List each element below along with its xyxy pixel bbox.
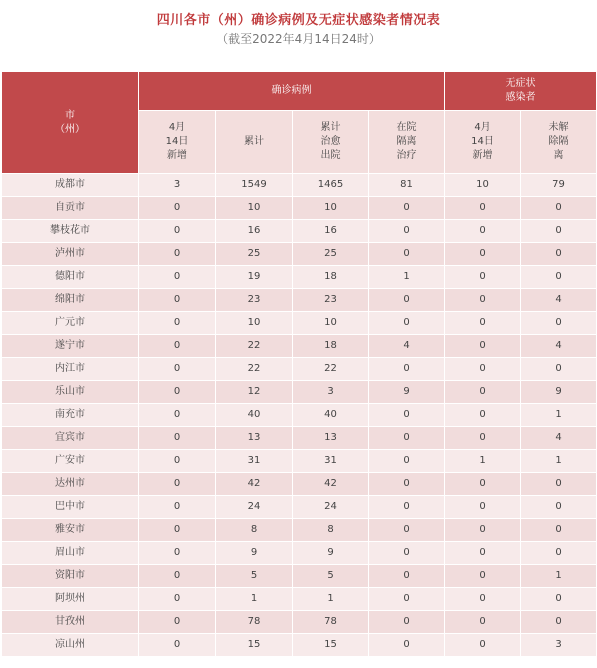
value-cell: 0: [521, 542, 597, 565]
value-cell: 0: [369, 197, 445, 220]
value-cell: 18: [293, 335, 369, 358]
city-cell: 达州市: [2, 473, 139, 496]
value-cell: 0: [139, 358, 216, 381]
value-cell: 1: [521, 565, 597, 588]
value-cell: 40: [216, 404, 293, 427]
value-cell: 24: [293, 496, 369, 519]
value-cell: 0: [369, 243, 445, 266]
city-cell: 广安市: [2, 450, 139, 473]
value-cell: 0: [445, 427, 521, 450]
city-cell: 泸州市: [2, 243, 139, 266]
value-cell: 42: [293, 473, 369, 496]
value-cell: 0: [445, 197, 521, 220]
value-cell: 78: [216, 611, 293, 634]
table-row: [2, 542, 597, 565]
value-cell: 10: [216, 312, 293, 335]
value-cell: 19: [216, 266, 293, 289]
table-row: [2, 174, 597, 197]
value-cell: 0: [445, 381, 521, 404]
value-cell: 9: [293, 542, 369, 565]
value-cell: 10: [293, 197, 369, 220]
value-cell: 1: [521, 404, 597, 427]
value-cell: 0: [445, 289, 521, 312]
value-cell: 0: [139, 335, 216, 358]
value-cell: 23: [293, 289, 369, 312]
value-cell: 0: [521, 220, 597, 243]
value-cell: 9: [216, 542, 293, 565]
value-cell: 0: [139, 427, 216, 450]
value-cell: 81: [369, 174, 445, 197]
value-cell: 0: [139, 611, 216, 634]
value-cell: 0: [139, 381, 216, 404]
value-cell: 0: [445, 542, 521, 565]
value-cell: 0: [369, 542, 445, 565]
table-row: [2, 404, 597, 427]
value-cell: 8: [216, 519, 293, 542]
value-cell: 13: [293, 427, 369, 450]
city-cell: 宜宾市: [2, 427, 139, 450]
city-header: 市 （州）: [2, 72, 139, 174]
value-cell: 0: [369, 565, 445, 588]
value-cell: 0: [139, 588, 216, 611]
value-cell: 0: [445, 519, 521, 542]
value-cell: 31: [216, 450, 293, 473]
city-cell: 广元市: [2, 312, 139, 335]
value-cell: 0: [521, 358, 597, 381]
value-cell: 0: [445, 496, 521, 519]
value-cell: 22: [216, 335, 293, 358]
value-cell: 0: [139, 312, 216, 335]
value-cell: 15: [216, 634, 293, 657]
value-cell: 25: [216, 243, 293, 266]
value-cell: 0: [445, 473, 521, 496]
table-row: [2, 473, 597, 496]
value-cell: 0: [139, 450, 216, 473]
value-cell: 16: [216, 220, 293, 243]
value-cell: 1: [445, 450, 521, 473]
table-row: [2, 266, 597, 289]
value-cell: 0: [521, 473, 597, 496]
city-cell: 乐山市: [2, 381, 139, 404]
value-cell: 0: [445, 243, 521, 266]
value-cell: 1549: [216, 174, 293, 197]
city-cell: 攀枝花市: [2, 220, 139, 243]
value-cell: 0: [445, 312, 521, 335]
table-row: [2, 358, 597, 381]
value-cell: 1: [521, 450, 597, 473]
value-cell: 1: [216, 588, 293, 611]
table-row: [2, 565, 597, 588]
value-cell: 0: [139, 519, 216, 542]
value-cell: 0: [445, 358, 521, 381]
table-row: [2, 611, 597, 634]
city-cell: 内江市: [2, 358, 139, 381]
city-cell: 甘孜州: [2, 611, 139, 634]
value-cell: 78: [293, 611, 369, 634]
value-cell: 0: [139, 473, 216, 496]
col-header: 4月 14日 新增: [139, 111, 216, 174]
table-subtitle: （截至2022年4月14日24时）: [216, 32, 381, 46]
value-cell: 3: [293, 381, 369, 404]
value-cell: 22: [216, 358, 293, 381]
table-row: [2, 312, 597, 335]
city-cell: 遂宁市: [2, 335, 139, 358]
value-cell: 4: [521, 335, 597, 358]
city-cell: 德阳市: [2, 266, 139, 289]
value-cell: 0: [369, 220, 445, 243]
value-cell: 1465: [293, 174, 369, 197]
city-cell: 资阳市: [2, 565, 139, 588]
value-cell: 0: [139, 220, 216, 243]
value-cell: 0: [139, 404, 216, 427]
city-cell: 阿坝州: [2, 588, 139, 611]
value-cell: 4: [521, 289, 597, 312]
value-cell: 22: [293, 358, 369, 381]
value-cell: 1: [369, 266, 445, 289]
value-cell: 0: [521, 611, 597, 634]
value-cell: 16: [293, 220, 369, 243]
value-cell: 0: [521, 243, 597, 266]
value-cell: 0: [445, 634, 521, 657]
value-cell: 10: [216, 197, 293, 220]
table-row: [2, 496, 597, 519]
table-row: [2, 634, 597, 657]
value-cell: 0: [369, 404, 445, 427]
value-cell: 1: [293, 588, 369, 611]
col-header: 累计: [216, 111, 293, 174]
value-cell: 0: [369, 450, 445, 473]
value-cell: 9: [369, 381, 445, 404]
table-row: [2, 381, 597, 404]
value-cell: 13: [216, 427, 293, 450]
value-cell: 0: [369, 519, 445, 542]
table-row: [2, 220, 597, 243]
value-cell: 79: [521, 174, 597, 197]
value-cell: 5: [216, 565, 293, 588]
value-cell: 0: [445, 565, 521, 588]
value-cell: 0: [445, 220, 521, 243]
value-cell: 0: [521, 312, 597, 335]
value-cell: 42: [216, 473, 293, 496]
value-cell: 0: [445, 404, 521, 427]
case-table: [1, 71, 597, 657]
value-cell: 0: [369, 427, 445, 450]
city-cell: 巴中市: [2, 496, 139, 519]
asymptomatic-group-header: 无症状 感染者: [445, 72, 597, 111]
value-cell: 18: [293, 266, 369, 289]
header-row-1: [2, 72, 597, 111]
value-cell: 12: [216, 381, 293, 404]
value-cell: 0: [369, 588, 445, 611]
col-header: 未解 除隔 离: [521, 111, 597, 174]
value-cell: 0: [369, 611, 445, 634]
city-cell: 自贡市: [2, 197, 139, 220]
value-cell: 25: [293, 243, 369, 266]
value-cell: 0: [139, 634, 216, 657]
value-cell: 0: [369, 496, 445, 519]
value-cell: 3: [139, 174, 216, 197]
city-cell: 凉山州: [2, 634, 139, 657]
value-cell: 15: [293, 634, 369, 657]
value-cell: 0: [521, 588, 597, 611]
table-title: 四川各市（州）确诊病例及无症状感染者情况表: [156, 13, 441, 28]
col-header: 累计 治愈 出院: [293, 111, 369, 174]
value-cell: 0: [369, 289, 445, 312]
city-cell: 南充市: [2, 404, 139, 427]
value-cell: 3: [521, 634, 597, 657]
table-row: [2, 450, 597, 473]
value-cell: 5: [293, 565, 369, 588]
value-cell: 0: [445, 335, 521, 358]
value-cell: 0: [445, 266, 521, 289]
table-row: [2, 289, 597, 312]
table-row: [2, 243, 597, 266]
value-cell: 31: [293, 450, 369, 473]
confirmed-group-header: 确诊病例: [139, 72, 445, 111]
value-cell: 0: [521, 519, 597, 542]
value-cell: 0: [139, 197, 216, 220]
value-cell: 40: [293, 404, 369, 427]
value-cell: 24: [216, 496, 293, 519]
table-body: [2, 174, 597, 657]
value-cell: 0: [521, 197, 597, 220]
table-row: [2, 588, 597, 611]
value-cell: 0: [369, 358, 445, 381]
value-cell: 0: [139, 542, 216, 565]
value-cell: 0: [369, 473, 445, 496]
city-cell: 绵阳市: [2, 289, 139, 312]
value-cell: 9: [521, 381, 597, 404]
city-cell: 眉山市: [2, 542, 139, 565]
city-cell: 成都市: [2, 174, 139, 197]
table-row: [2, 519, 597, 542]
col-header: 4月 14日 新增: [445, 111, 521, 174]
value-cell: 0: [521, 266, 597, 289]
value-cell: 0: [139, 565, 216, 588]
value-cell: 0: [139, 289, 216, 312]
value-cell: 8: [293, 519, 369, 542]
city-cell: 雅安市: [2, 519, 139, 542]
table-row: [2, 335, 597, 358]
col-header: 在院 隔离 治疗: [369, 111, 445, 174]
value-cell: 10: [293, 312, 369, 335]
value-cell: 10: [445, 174, 521, 197]
value-cell: 4: [369, 335, 445, 358]
value-cell: 0: [139, 496, 216, 519]
value-cell: 0: [139, 243, 216, 266]
value-cell: 0: [445, 588, 521, 611]
value-cell: 0: [139, 266, 216, 289]
table-row: [2, 427, 597, 450]
value-cell: 4: [521, 427, 597, 450]
value-cell: 0: [369, 312, 445, 335]
value-cell: 23: [216, 289, 293, 312]
value-cell: 0: [521, 496, 597, 519]
table-row: [2, 197, 597, 220]
value-cell: 0: [445, 611, 521, 634]
value-cell: 0: [369, 634, 445, 657]
